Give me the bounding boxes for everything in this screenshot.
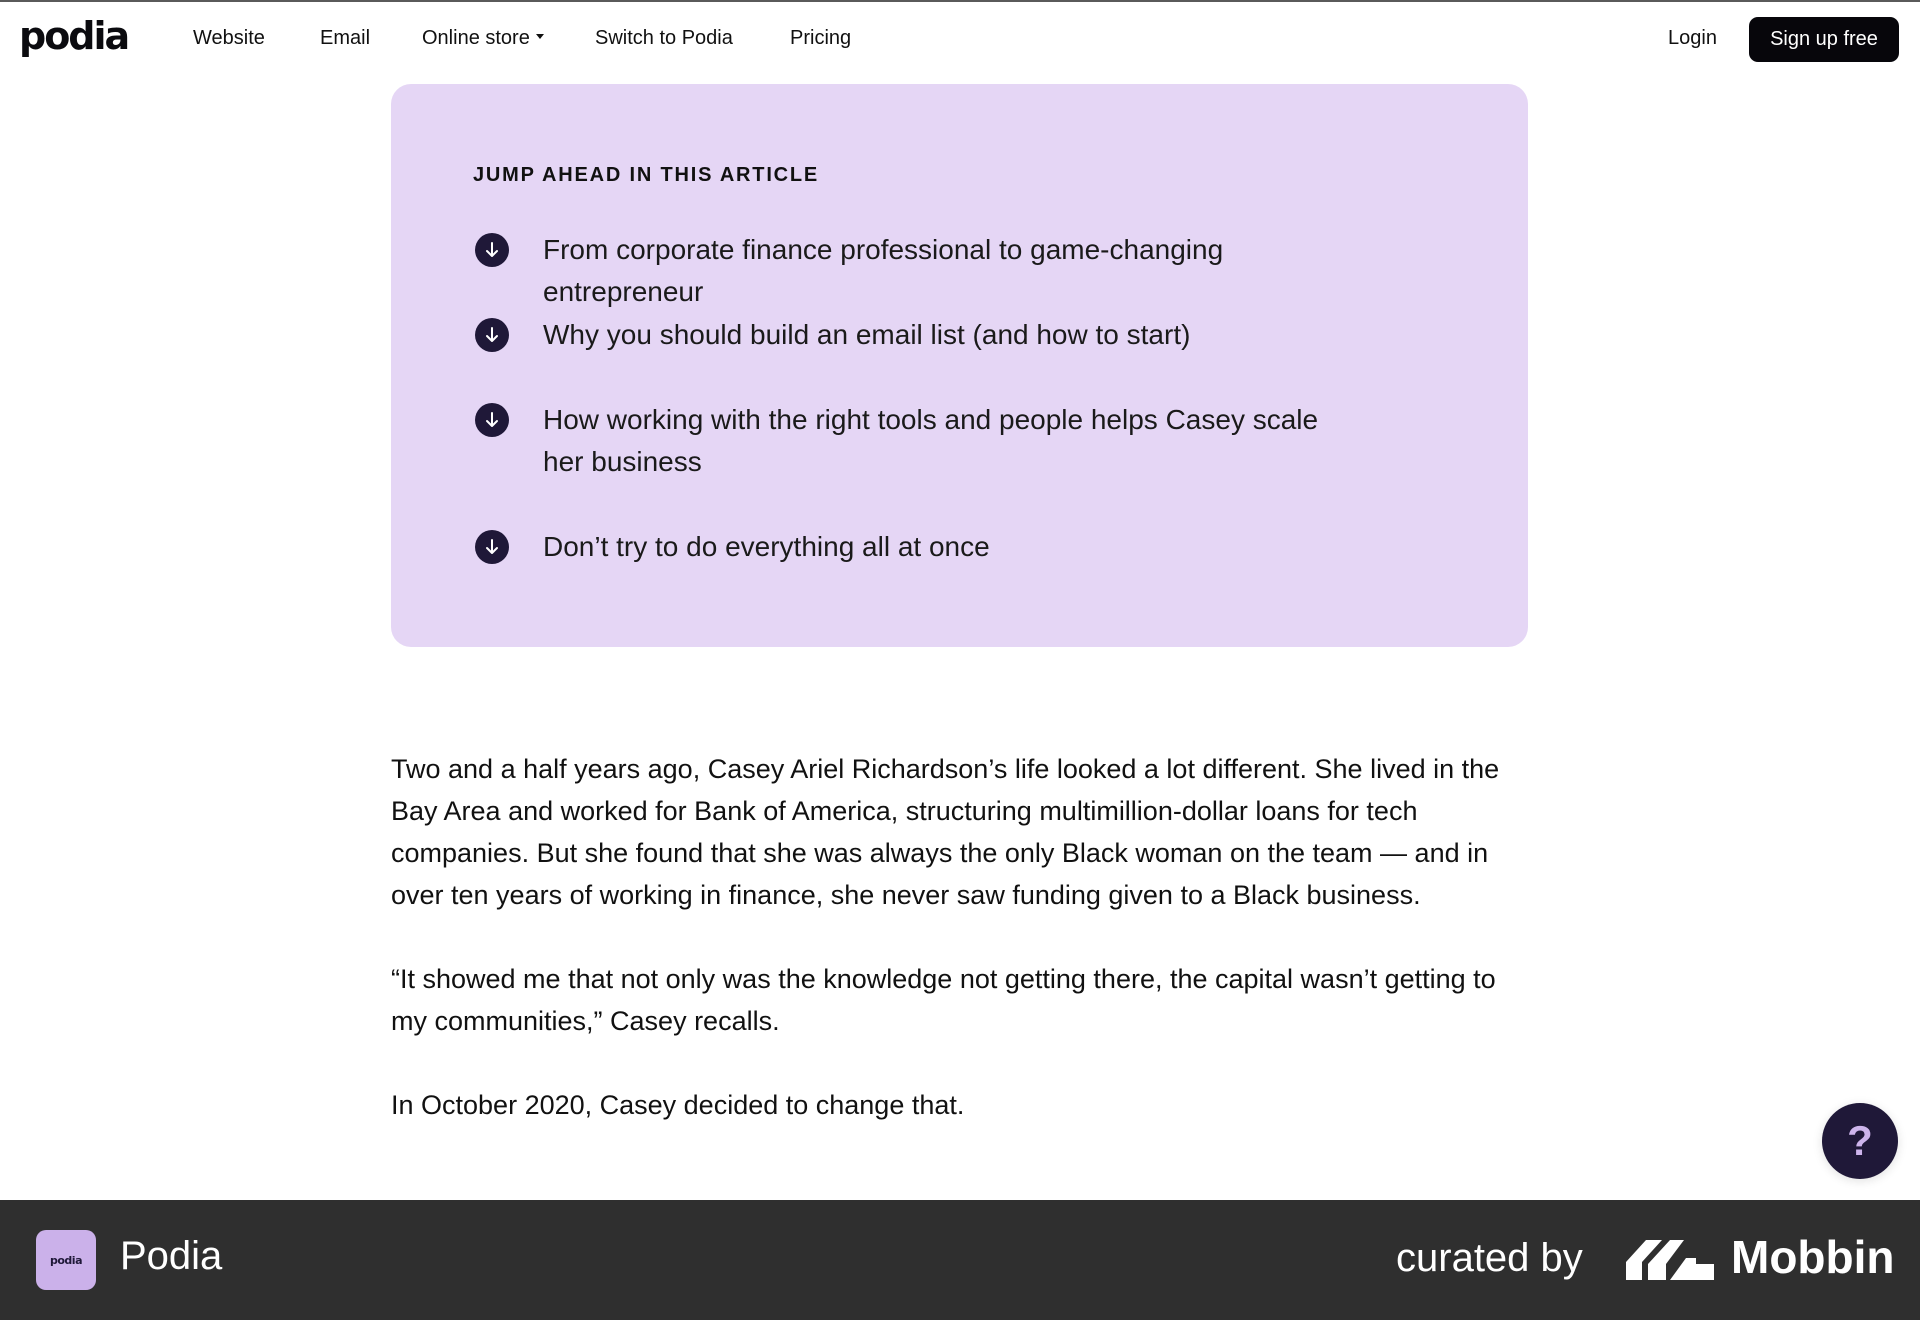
signup-button[interactable]: Sign up free bbox=[1749, 17, 1899, 62]
toc-item[interactable] bbox=[475, 403, 1363, 483]
footer-bar bbox=[0, 1200, 1920, 1320]
article-paragraph: In October 2020, Casey decided to change that. bbox=[391, 1090, 965, 1120]
arrow-down-circle-icon bbox=[475, 530, 509, 564]
toc-item[interactable] bbox=[475, 318, 1363, 356]
toc-item-label: From corporate finance professional to game-changing entrepreneur bbox=[543, 234, 1224, 307]
nav-online-store-label: Online store bbox=[422, 27, 530, 49]
nav-online-store[interactable] bbox=[422, 27, 544, 50]
nav-website[interactable]: Website bbox=[193, 27, 265, 49]
toc-card bbox=[391, 84, 1528, 647]
help-button[interactable] bbox=[1822, 1103, 1898, 1179]
article-paragraph: Two and a half years ago, Casey Ariel Richardson’s life looked a lot different. She lived in the Bay Area and worked for Bank of America, structuring multimillion-dollar loans for tech companies. But she found that she was always the only Black woman on the team — and in over ten years of working in finance, she never saw funding given to a Black business. bbox=[391, 754, 1500, 910]
caret-down-icon bbox=[536, 34, 544, 39]
toc-item[interactable] bbox=[475, 530, 1363, 568]
app-name: Podia bbox=[120, 1234, 223, 1278]
mobbin-wordmark: Mobbin bbox=[1731, 1231, 1895, 1283]
article-paragraph: “It showed me that not only was the knowledge not getting there, the capital wasn’t getting to my communities,” Casey recalls. bbox=[391, 964, 1496, 1036]
toc-heading: JUMP AHEAD IN THIS ARTICLE bbox=[473, 164, 820, 186]
article-body bbox=[391, 748, 1531, 1168]
toc-item-label: How working with the right tools and people helps Casey scale her business bbox=[543, 404, 1319, 477]
toc-item-label: Don’t try to do everything all at once bbox=[543, 531, 990, 562]
login-link[interactable]: Login bbox=[1668, 27, 1717, 49]
top-nav bbox=[0, 2, 1920, 78]
app-icon: podia bbox=[36, 1230, 96, 1290]
curated-by-label: curated by bbox=[1396, 1236, 1583, 1280]
podia-logo[interactable]: podia bbox=[19, 14, 129, 58]
nav-email[interactable]: Email bbox=[320, 27, 371, 49]
question-mark-icon: ? bbox=[1847, 1117, 1873, 1164]
toc-item[interactable] bbox=[475, 233, 1363, 313]
mobbin-logo-icon bbox=[1626, 1240, 1714, 1280]
arrow-down-circle-icon bbox=[475, 233, 509, 267]
arrow-down-circle-icon bbox=[475, 318, 509, 352]
arrow-down-circle-icon bbox=[475, 403, 509, 437]
nav-pricing[interactable]: Pricing bbox=[790, 27, 852, 49]
toc-item-label: Why you should build an email list (and how to start) bbox=[543, 319, 1191, 350]
nav-switch-to-podia[interactable]: Switch to Podia bbox=[595, 27, 733, 49]
